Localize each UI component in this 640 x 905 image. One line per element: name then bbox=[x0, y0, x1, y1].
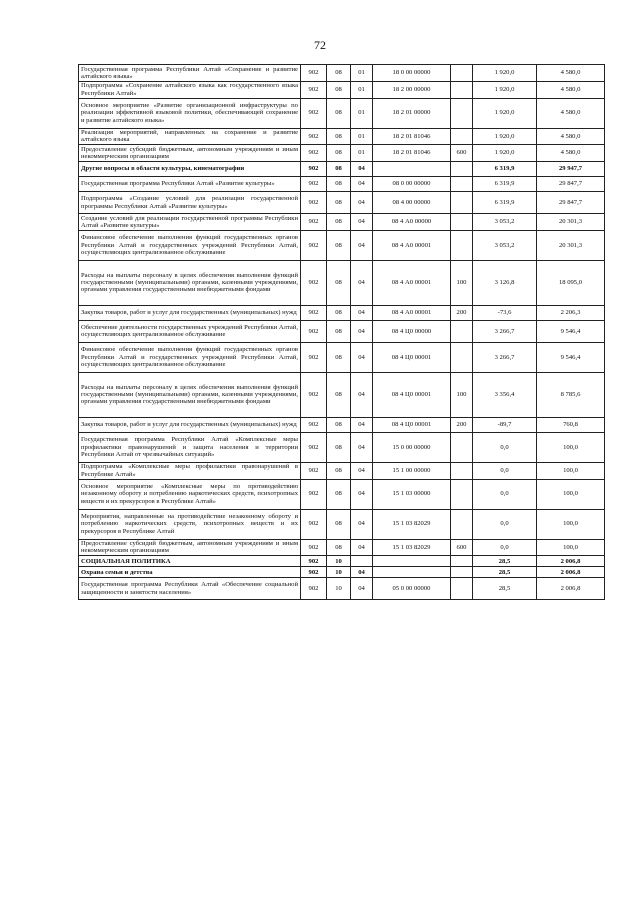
cell-name: Основное мероприятие «Развитие организационной инфраструктуры по реализации эффективной языковой политики, обеспечивающей сохранение и развитие алтайского языка» bbox=[79, 98, 301, 128]
cell-sum-2: 20 301,3 bbox=[537, 230, 605, 260]
cell-ved: 902 bbox=[301, 230, 327, 260]
cell-csr: 15 1 03 82029 bbox=[373, 539, 451, 556]
table-row bbox=[79, 479, 605, 509]
table-row bbox=[79, 230, 605, 260]
cell-csr: 15 0 00 00000 bbox=[373, 432, 451, 462]
cell-pr: 04 bbox=[351, 320, 373, 342]
cell-ved: 902 bbox=[301, 128, 327, 145]
cell-rz: 08 bbox=[327, 417, 351, 432]
cell-name: Предоставление субсидий бюджетным, автономным учреждениям и иным некоммерческим организациям bbox=[79, 145, 301, 162]
cell-ved: 902 bbox=[301, 539, 327, 556]
cell-sum-2: 2 206,3 bbox=[537, 305, 605, 320]
cell-ved: 902 bbox=[301, 260, 327, 305]
table-row bbox=[79, 432, 605, 462]
cell-sum-2: 20 301,3 bbox=[537, 214, 605, 231]
cell-name: Закупка товаров, работ и услуг для государственных (муниципальных) нужд bbox=[79, 417, 301, 432]
cell-pr: 04 bbox=[351, 162, 373, 177]
cell-rz: 08 bbox=[327, 305, 351, 320]
cell-sum-2: 4 580,0 bbox=[537, 98, 605, 128]
cell-sum-2: 18 095,0 bbox=[537, 260, 605, 305]
table-row bbox=[79, 305, 605, 320]
cell-name: Основное мероприятие «Комплексные меры по противодействию незаконному обороту и потреблению наркотических средств, психотропных веществ и их прекурсоров в Республике Алтай» bbox=[79, 479, 301, 509]
cell-sum-2: 2 006,8 bbox=[537, 578, 605, 600]
cell-vr bbox=[451, 320, 473, 342]
cell-ved: 902 bbox=[301, 462, 327, 479]
cell-sum-2: 4 580,0 bbox=[537, 65, 605, 82]
cell-sum-2: 760,8 bbox=[537, 417, 605, 432]
cell-name: Реализация мероприятий, направленных на сохранение и развитие алтайского языка bbox=[79, 128, 301, 145]
cell-ved: 902 bbox=[301, 192, 327, 214]
cell-rz: 08 bbox=[327, 177, 351, 192]
cell-name: Охрана семьи и детства bbox=[79, 567, 301, 578]
cell-sum-2: 9 546,4 bbox=[537, 320, 605, 342]
cell-sum-1: 3 053,2 bbox=[473, 230, 537, 260]
cell-name: Государственная программа Республики Алтай «Комплексные меры профилактики правонарушений и защита населения и территории Республики Алтай от чрезвычайных ситуаций» bbox=[79, 432, 301, 462]
table-row bbox=[79, 214, 605, 231]
table-row bbox=[79, 65, 605, 82]
cell-ved: 902 bbox=[301, 214, 327, 231]
cell-name: Предоставление субсидий бюджетным, автономным учреждениям и иным некоммерческим организациям bbox=[79, 539, 301, 556]
cell-sum-2: 2 006,8 bbox=[537, 556, 605, 567]
cell-pr: 01 bbox=[351, 128, 373, 145]
cell-sum-2: 100,0 bbox=[537, 432, 605, 462]
cell-ved: 902 bbox=[301, 578, 327, 600]
cell-ved: 902 bbox=[301, 342, 327, 372]
cell-rz: 08 bbox=[327, 128, 351, 145]
table-row bbox=[79, 81, 605, 98]
cell-name: Государственная программа Республики Алтай «Развитие культуры» bbox=[79, 177, 301, 192]
cell-vr: 600 bbox=[451, 145, 473, 162]
cell-sum-1: 3 126,8 bbox=[473, 260, 537, 305]
cell-csr: 15 1 03 00000 bbox=[373, 479, 451, 509]
cell-ved: 902 bbox=[301, 98, 327, 128]
cell-vr bbox=[451, 128, 473, 145]
cell-ved: 902 bbox=[301, 567, 327, 578]
cell-sum-2: 100,0 bbox=[537, 479, 605, 509]
cell-sum-1: 1 920,0 bbox=[473, 128, 537, 145]
cell-csr: 08 4 А0 00001 bbox=[373, 230, 451, 260]
table-row bbox=[79, 128, 605, 145]
cell-pr: 04 bbox=[351, 432, 373, 462]
table-row bbox=[79, 98, 605, 128]
cell-sum-2: 2 006,8 bbox=[537, 567, 605, 578]
cell-ved: 902 bbox=[301, 509, 327, 539]
cell-rz: 08 bbox=[327, 81, 351, 98]
cell-sum-1: 0,0 bbox=[473, 539, 537, 556]
cell-sum-1: 28,5 bbox=[473, 567, 537, 578]
cell-sum-1: 28,5 bbox=[473, 578, 537, 600]
cell-sum-1: 1 920,0 bbox=[473, 145, 537, 162]
cell-vr bbox=[451, 192, 473, 214]
cell-pr bbox=[351, 556, 373, 567]
cell-pr: 01 bbox=[351, 98, 373, 128]
table-row bbox=[79, 177, 605, 192]
cell-pr: 01 bbox=[351, 81, 373, 98]
cell-sum-1: 3 266,7 bbox=[473, 320, 537, 342]
cell-pr: 01 bbox=[351, 145, 373, 162]
cell-sum-1: -89,7 bbox=[473, 417, 537, 432]
cell-ved: 902 bbox=[301, 479, 327, 509]
cell-ved: 902 bbox=[301, 320, 327, 342]
cell-sum-1: 6 319,9 bbox=[473, 192, 537, 214]
cell-ved: 902 bbox=[301, 81, 327, 98]
cell-pr: 01 bbox=[351, 65, 373, 82]
table-row bbox=[79, 509, 605, 539]
cell-ved: 902 bbox=[301, 417, 327, 432]
cell-ved: 902 bbox=[301, 432, 327, 462]
cell-rz: 08 bbox=[327, 372, 351, 417]
cell-rz: 08 bbox=[327, 145, 351, 162]
cell-vr: 100 bbox=[451, 260, 473, 305]
cell-pr: 04 bbox=[351, 305, 373, 320]
cell-pr: 04 bbox=[351, 578, 373, 600]
cell-name: Мероприятия, направленные на противодействие незаконному обороту и потреблению наркотических средств, психотропных веществ и их прекурсоров в Республике Алтай bbox=[79, 509, 301, 539]
cell-rz: 08 bbox=[327, 98, 351, 128]
cell-csr: 18 2 01 00000 bbox=[373, 98, 451, 128]
cell-sum-2: 29 847,7 bbox=[537, 177, 605, 192]
cell-name: Подпрограмма «Создание условий для реализации государственной программы Республики Алтай «Развитие культуры» bbox=[79, 192, 301, 214]
cell-csr: 08 4 А0 00001 bbox=[373, 305, 451, 320]
cell-pr: 04 bbox=[351, 479, 373, 509]
table-row bbox=[79, 578, 605, 600]
table-row bbox=[79, 372, 605, 417]
table-row bbox=[79, 192, 605, 214]
cell-pr: 04 bbox=[351, 192, 373, 214]
table-body bbox=[79, 65, 605, 600]
cell-csr: 08 0 00 00000 bbox=[373, 177, 451, 192]
cell-name: Финансовое обеспечение выполнения функций государственных органов Республики Алтай и государственных учреждений Республики Алтай, осуществляющих централизованное обслуживание bbox=[79, 342, 301, 372]
table-row bbox=[79, 145, 605, 162]
table-row bbox=[79, 320, 605, 342]
cell-sum-1: 3 053,2 bbox=[473, 214, 537, 231]
cell-vr bbox=[451, 479, 473, 509]
cell-pr: 04 bbox=[351, 260, 373, 305]
cell-pr: 04 bbox=[351, 177, 373, 192]
cell-csr: 18 2 01 81046 bbox=[373, 128, 451, 145]
cell-vr bbox=[451, 342, 473, 372]
cell-rz: 08 bbox=[327, 432, 351, 462]
cell-csr: 08 4 Ц0 00001 bbox=[373, 372, 451, 417]
cell-name: Создание условий для реализации государственной программы Республики Алтай «Развитие культуры» bbox=[79, 214, 301, 231]
cell-pr: 04 bbox=[351, 214, 373, 231]
table-row bbox=[79, 567, 605, 578]
cell-name: Закупка товаров, работ и услуг для государственных (муниципальных) нужд bbox=[79, 305, 301, 320]
cell-vr bbox=[451, 567, 473, 578]
cell-vr bbox=[451, 162, 473, 177]
cell-name: Государственная программа Республики Алтай «Сохранение и развитие алтайского языка» bbox=[79, 65, 301, 82]
table-row bbox=[79, 556, 605, 567]
page-number: 72 bbox=[314, 38, 326, 52]
cell-sum-2: 29 847,7 bbox=[537, 192, 605, 214]
cell-sum-1: 28,5 bbox=[473, 556, 537, 567]
cell-rz: 08 bbox=[327, 162, 351, 177]
cell-vr bbox=[451, 98, 473, 128]
cell-rz: 10 bbox=[327, 578, 351, 600]
cell-name: Обеспечение деятельности государственных учреждений Республики Алтай, осуществляющих централизованное обслуживание bbox=[79, 320, 301, 342]
cell-vr bbox=[451, 65, 473, 82]
cell-rz: 08 bbox=[327, 192, 351, 214]
cell-csr: 08 4 Ц0 00000 bbox=[373, 320, 451, 342]
cell-rz: 08 bbox=[327, 214, 351, 231]
table-row bbox=[79, 260, 605, 305]
cell-vr: 100 bbox=[451, 372, 473, 417]
cell-rz: 10 bbox=[327, 556, 351, 567]
cell-sum-1: 1 920,0 bbox=[473, 81, 537, 98]
cell-sum-1: -73,6 bbox=[473, 305, 537, 320]
cell-vr bbox=[451, 177, 473, 192]
budget-table bbox=[78, 64, 605, 600]
cell-csr bbox=[373, 556, 451, 567]
cell-csr: 08 4 Ц0 00001 bbox=[373, 342, 451, 372]
cell-sum-2: 4 580,0 bbox=[537, 128, 605, 145]
cell-vr: 600 bbox=[451, 539, 473, 556]
cell-csr: 05 0 00 00000 bbox=[373, 578, 451, 600]
cell-ved: 902 bbox=[301, 372, 327, 417]
cell-pr: 04 bbox=[351, 509, 373, 539]
cell-sum-1: 6 319,9 bbox=[473, 177, 537, 192]
cell-ved: 902 bbox=[301, 556, 327, 567]
cell-vr bbox=[451, 432, 473, 462]
cell-csr: 18 2 00 00000 bbox=[373, 81, 451, 98]
table-row bbox=[79, 539, 605, 556]
cell-sum-2: 4 580,0 bbox=[537, 145, 605, 162]
cell-ved: 902 bbox=[301, 305, 327, 320]
table-row bbox=[79, 417, 605, 432]
cell-vr: 200 bbox=[451, 417, 473, 432]
cell-rz: 08 bbox=[327, 65, 351, 82]
cell-sum-1: 0,0 bbox=[473, 509, 537, 539]
table-row bbox=[79, 342, 605, 372]
cell-sum-2: 8 785,6 bbox=[537, 372, 605, 417]
cell-rz: 08 bbox=[327, 320, 351, 342]
cell-csr: 18 0 00 00000 bbox=[373, 65, 451, 82]
cell-vr: 200 bbox=[451, 305, 473, 320]
cell-sum-2: 100,0 bbox=[537, 462, 605, 479]
cell-csr: 15 1 03 82029 bbox=[373, 509, 451, 539]
cell-ved: 902 bbox=[301, 162, 327, 177]
cell-name: Расходы на выплаты персоналу в целях обеспечения выполнения функций государственными (муниципальными) органами, казенными учреждениями, органами управления государственными внебюджетными фондами bbox=[79, 372, 301, 417]
cell-name: Подпрограмма «Комплексные меры профилактики правонарушений в Республике Алтай» bbox=[79, 462, 301, 479]
cell-name: Расходы на выплаты персоналу в целях обеспечения выполнения функций государственными (муниципальными) органами, казенными учреждениями, органами управления государственными внебюджетными фондами bbox=[79, 260, 301, 305]
cell-rz: 08 bbox=[327, 260, 351, 305]
table-row bbox=[79, 462, 605, 479]
cell-name: Подпрограмма «Сохранение алтайского языка как государственного языка Республики Алтай» bbox=[79, 81, 301, 98]
cell-pr: 04 bbox=[351, 230, 373, 260]
cell-ved: 902 bbox=[301, 65, 327, 82]
cell-rz: 08 bbox=[327, 462, 351, 479]
cell-name: Финансовое обеспечение выполнения функций государственных органов Республики Алтай и государственных учреждений Республики Алтай, осуществляющих централизованное обслуживание bbox=[79, 230, 301, 260]
cell-pr: 04 bbox=[351, 462, 373, 479]
cell-name: Другие вопросы в области культуры, кинематографии bbox=[79, 162, 301, 177]
cell-rz: 08 bbox=[327, 509, 351, 539]
cell-sum-2: 100,0 bbox=[537, 539, 605, 556]
cell-sum-1: 1 920,0 bbox=[473, 98, 537, 128]
cell-rz: 08 bbox=[327, 342, 351, 372]
cell-pr: 04 bbox=[351, 539, 373, 556]
cell-pr: 04 bbox=[351, 567, 373, 578]
table-row bbox=[79, 162, 605, 177]
cell-rz: 10 bbox=[327, 567, 351, 578]
cell-csr bbox=[373, 162, 451, 177]
cell-sum-2: 29 947,7 bbox=[537, 162, 605, 177]
cell-sum-2: 100,0 bbox=[537, 509, 605, 539]
cell-vr bbox=[451, 578, 473, 600]
cell-sum-1: 0,0 bbox=[473, 432, 537, 462]
cell-csr: 15 1 00 00000 bbox=[373, 462, 451, 479]
cell-pr: 04 bbox=[351, 417, 373, 432]
cell-csr: 08 4 00 00000 bbox=[373, 192, 451, 214]
cell-vr bbox=[451, 214, 473, 231]
cell-sum-1: 0,0 bbox=[473, 462, 537, 479]
cell-csr: 18 2 01 81046 bbox=[373, 145, 451, 162]
cell-ved: 902 bbox=[301, 145, 327, 162]
cell-sum-1: 1 920,0 bbox=[473, 65, 537, 82]
cell-name: Государственная программа Республики Алтай «Обеспечение социальной защищенности и занятости населения» bbox=[79, 578, 301, 600]
cell-vr bbox=[451, 230, 473, 260]
cell-rz: 08 bbox=[327, 539, 351, 556]
cell-pr: 04 bbox=[351, 372, 373, 417]
cell-vr bbox=[451, 556, 473, 567]
cell-rz: 08 bbox=[327, 479, 351, 509]
cell-name: СОЦИАЛЬНАЯ ПОЛИТИКА bbox=[79, 556, 301, 567]
cell-sum-1: 3 266,7 bbox=[473, 342, 537, 372]
cell-rz: 08 bbox=[327, 230, 351, 260]
cell-csr bbox=[373, 567, 451, 578]
cell-csr: 08 4 А0 00001 bbox=[373, 260, 451, 305]
cell-csr: 08 4 Ц0 00001 bbox=[373, 417, 451, 432]
cell-csr: 08 4 А0 00000 bbox=[373, 214, 451, 231]
cell-sum-1: 0,0 bbox=[473, 479, 537, 509]
cell-vr bbox=[451, 462, 473, 479]
cell-vr bbox=[451, 509, 473, 539]
cell-vr bbox=[451, 81, 473, 98]
cell-sum-2: 4 580,0 bbox=[537, 81, 605, 98]
cell-sum-2: 9 546,4 bbox=[537, 342, 605, 372]
cell-sum-1: 3 356,4 bbox=[473, 372, 537, 417]
cell-sum-1: 6 319,9 bbox=[473, 162, 537, 177]
cell-pr: 04 bbox=[351, 342, 373, 372]
cell-ved: 902 bbox=[301, 177, 327, 192]
